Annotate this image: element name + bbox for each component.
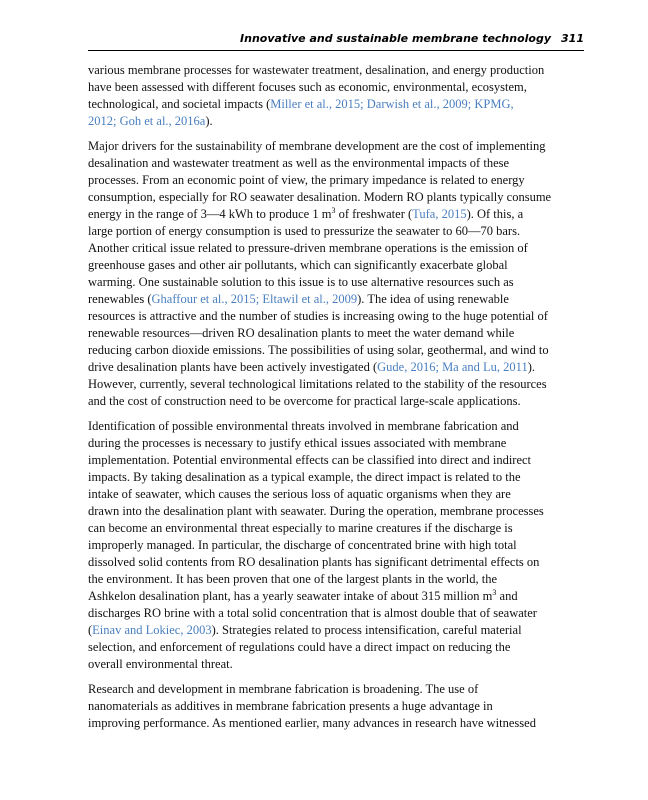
text-line: Another critical issue related to pressure-driven membrane operations is the emission of: [88, 241, 528, 255]
text-line: Ashkelon desalination plant, has a yearly seawater intake of about 315 million $m^3$ and: [88, 587, 518, 603]
text-line: resources is attractive and the number of studies is increasing owing to the huge potential of: [88, 309, 548, 323]
text-line: Research and development in membrane fabrication is broadening. The use of: [88, 682, 479, 696]
text-line: consumption, especially for RO seawater desalination. Modern RO plants typically consume: [88, 190, 552, 204]
citation-link[interactable]: 2012; Goh et al., 2016a: [88, 114, 206, 128]
text-line: energy in the range of 3—4 kWh to produce 1 $m^3$ of freshwater (Tufa, 2015). Of this, a: [88, 205, 524, 221]
running-header: [88, 30, 584, 51]
text-line: implementation. Potential environmental effects can be classified into direct and indirect: [88, 453, 532, 467]
text-line: impacts. By taking desalination as a typical example, the direct impact is related to the: [88, 470, 521, 484]
text-line: overall environmental threat.: [88, 657, 233, 671]
paragraph: [88, 418, 584, 673]
citation-link[interactable]: Miller et al., 2015; Darwish et al., 2009; KPMG,: [270, 97, 514, 111]
text-line: nanomaterials as additives in membrane fabrication presents a huge advantage in: [88, 699, 493, 713]
citation-link[interactable]: Ghaffour et al., 2015; Eltawil et al., 2009: [151, 292, 358, 306]
paragraph: [88, 62, 584, 130]
text-line: intake of seawater, which causes the serious loss of aquatic organisms when they are: [88, 487, 511, 501]
text-line: have been assessed with different focuses such as economic, environmental, ecosystem,: [88, 80, 527, 94]
text-line: processes. From an economic point of view, the primary impedance is related to energy: [88, 173, 525, 187]
text-line: greenhouse gases and other air pollutants, which can significantly exacerbate global: [88, 258, 508, 272]
text-line: improperly managed. In particular, the discharge of concentrated brine with high total: [88, 538, 517, 552]
text-line: drive desalination plants have been actively investigated (Gude, 2016; Ma and Lu, 2011).: [88, 360, 535, 374]
text-line: renewables (Ghaffour et al., 2015; Eltawil et al., 2009). The idea of using renewable: [88, 292, 509, 306]
text-line: drawn into the desalination plant with seawater. During the operation, membrane processes: [88, 504, 544, 518]
text-line: renewable resources—driven RO desalination plants to meet the water demand while: [88, 326, 515, 340]
citation-link[interactable]: Einav and Lokiec, 2003: [92, 623, 212, 637]
text-line: warming. One sustainable solution to this issue is to use alternative resources such as: [88, 275, 514, 289]
text-line: during the processes is necessary to justify ethical issues associated with membrane: [88, 436, 507, 450]
text-line: reducing carbon dioxide emissions. The possibilities of using solar, geothermal, and wind to: [88, 343, 549, 357]
superscript: 3: [331, 205, 336, 215]
text-line: large portion of energy consumption is used to pressurize the seawater to 60—70 bars.: [88, 224, 521, 238]
body-text: [88, 62, 584, 740]
text-line: Major drivers for the sustainability of membrane development are the cost of implementing: [88, 139, 546, 153]
text-line: selection, and enforcement of regulations could have a direct impact on reducing the: [88, 640, 511, 654]
text-line: (Einav and Lokiec, 2003). Strategies related to process intensification, careful material: [88, 623, 522, 637]
text-line: and the cost of construction need to be overcome for practical large-scale applications.: [88, 394, 521, 408]
text-line: improving performance. As mentioned earlier, many advances in research have witnessed: [88, 716, 536, 730]
text-line: dissolved solid contents from RO desalination plants has significant detrimental effects on: [88, 555, 540, 569]
superscript: 3: [492, 587, 497, 597]
citation-link[interactable]: Gude, 2016; Ma and Lu, 2011: [377, 360, 528, 374]
header-title: Innovative and sustainable membrane technology: [240, 32, 552, 45]
page-number: 311: [561, 32, 584, 45]
text-line: various membrane processes for wastewater treatment, desalination, and energy production: [88, 63, 545, 77]
text-line: discharges RO brine with a total solid concentration that is almost double that of seawater: [88, 606, 537, 620]
text-line: Identification of possible environmental threats involved in membrane fabrication and: [88, 419, 519, 433]
text-line: desalination and wastewater treatment as well as the environmental impacts of these: [88, 156, 510, 170]
paragraph: [88, 138, 584, 410]
text-line: the environment. It has been proven that one of the largest plants in the world, the: [88, 572, 498, 586]
text-line: 2012; Goh et al., 2016a).: [88, 114, 213, 128]
text-line: However, currently, several technological limitations related to the stability of the resources: [88, 377, 547, 391]
paragraph: [88, 681, 584, 732]
text-line: technological, and societal impacts (Miller et al., 2015; Darwish et al., 2009; KPMG,: [88, 97, 514, 111]
citation-link[interactable]: Tufa, 2015: [412, 207, 467, 221]
text-line: can become an environmental threat especially to marine creatures if the discharge is: [88, 521, 513, 535]
